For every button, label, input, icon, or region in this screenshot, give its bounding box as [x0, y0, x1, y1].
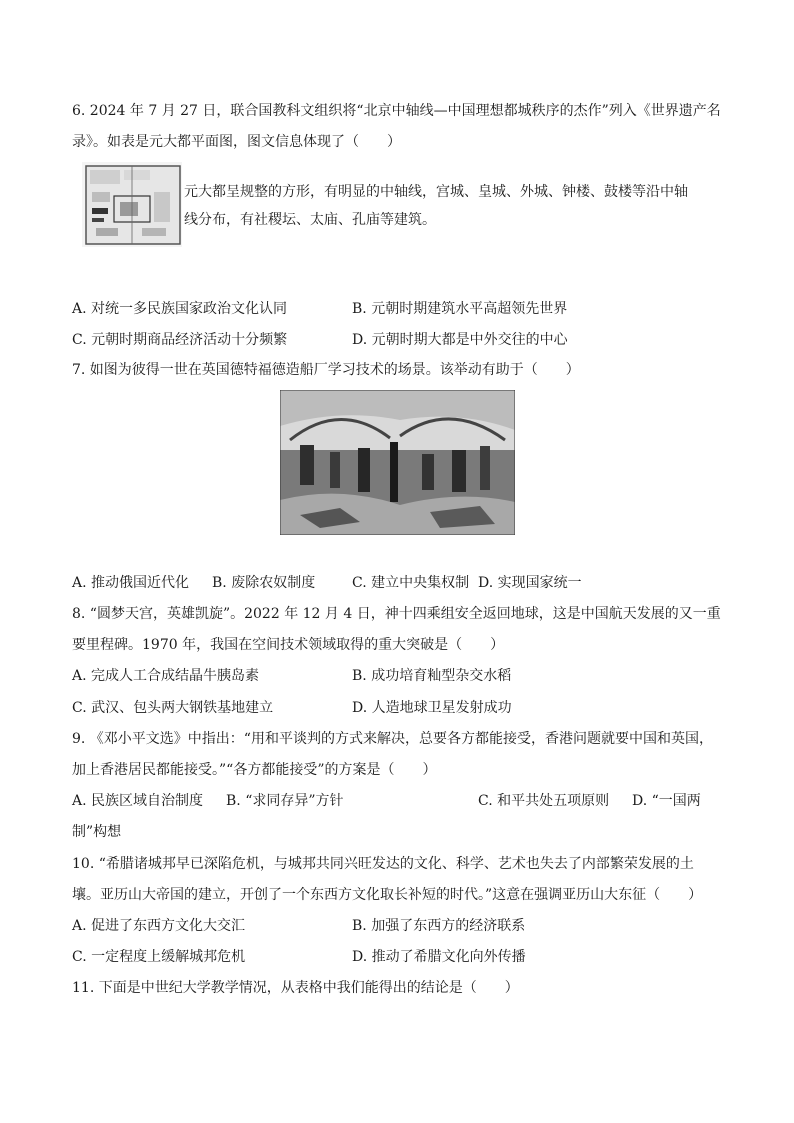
q8-option-d[interactable]: D. 人造地球卫星发射成功: [352, 700, 512, 716]
q8-stem-line2: 要里程碑。1970 年，我国在空间技术领域取得的重大突破是（ ）: [72, 637, 505, 653]
q7-stem: 7. 如图为彼得一世在英国德特福德造船厂学习技术的场景。该举动有助于（ ）: [72, 362, 580, 378]
q7-option-c[interactable]: C. 建立中央集权制: [352, 575, 470, 591]
q7-option-a[interactable]: A. 推动俄国近代化: [72, 575, 190, 591]
yuan-dadu-map-image: [82, 162, 182, 247]
q6-info-line2: 线分布，有社稷坛、太庙、孔庙等建筑。: [184, 212, 436, 228]
q10-option-a[interactable]: A. 促进了东西方文化大交汇: [72, 918, 246, 934]
q9-option-d-continued: 制”构想: [72, 824, 122, 840]
q6-option-c[interactable]: C. 元朝时期商品经济活动十分频繁: [72, 332, 288, 348]
q9-option-d[interactable]: D. “一国两: [632, 793, 701, 809]
q9-option-b[interactable]: B. “求同存异”方针: [226, 793, 344, 809]
q10-stem-line2: 壤。亚历山大帝国的建立，开创了一个东西方文化取长补短的时代。”这意在强调亚历山大东征（ ）: [72, 887, 703, 903]
q6-stem-line1: 6. 2024 年 7 月 27 日，联合国教科文组织将“北京中轴线—中国理想都城秩序的杰作”列入《世界遗产名: [72, 103, 721, 119]
q6-info-line1: 元大都呈规整的方形，有明显的中轴线，宫城、皇城、外城、钟楼、鼓楼等沿中轴: [184, 184, 688, 200]
q6-option-a[interactable]: A. 对统一多民族国家政治文化认同: [72, 301, 288, 317]
q9-stem-line2: 加上香港居民都能接受。”“各方都能接受”的方案是（ ）: [72, 762, 437, 778]
q10-option-c[interactable]: C. 一定程度上缓解城邦危机: [72, 949, 246, 965]
q9-option-c[interactable]: C. 和平共处五项原则: [478, 793, 610, 809]
q7-option-d[interactable]: D. 实现国家统一: [478, 575, 582, 591]
q6-option-b[interactable]: B. 元朝时期建筑水平高超领先世界: [352, 301, 568, 317]
q6-stem-line2: 录》。如表是元大都平面图，图文信息体现了（ ）: [72, 134, 401, 150]
q9-option-a[interactable]: A. 民族区域自治制度: [72, 793, 204, 809]
q8-option-a[interactable]: A. 完成人工合成结晶牛胰岛素: [72, 668, 260, 684]
q8-option-b[interactable]: B. 成功培育籼型杂交水稻: [352, 668, 512, 684]
q10-stem-line1: 10. “希腊诸城邦早已深陷危机，与城邦共同兴旺发达的文化、科学、艺术也失去了内部繁荣发展的土: [72, 856, 694, 872]
q10-option-d[interactable]: D. 推动了希腊文化向外传播: [352, 949, 526, 965]
q7-option-b[interactable]: B. 废除农奴制度: [212, 575, 316, 591]
q11-stem: 11. 下面是中世纪大学教学情况，从表格中我们能得出的结论是（ ）: [72, 980, 519, 996]
q10-option-b[interactable]: B. 加强了东西方的经济联系: [352, 918, 526, 934]
q8-option-c[interactable]: C. 武汉、包头两大钢铁基地建立: [72, 700, 274, 716]
q6-option-d[interactable]: D. 元朝时期大都是中外交往的中心: [352, 332, 568, 348]
q8-stem-line1: 8. “圆梦天宫，英雄凯旋”。2022 年 12 月 4 日，神十四乘组安全返回地球，这是中国航天发展的又一重: [72, 606, 721, 622]
peter-the-great-shipyard-image: [280, 390, 515, 535]
q9-stem-line1: 9. 《邓小平文选》中指出：“用和平谈判的方式来解决，总要各方都能接受，香港问题就要中国和英国，: [72, 731, 713, 747]
